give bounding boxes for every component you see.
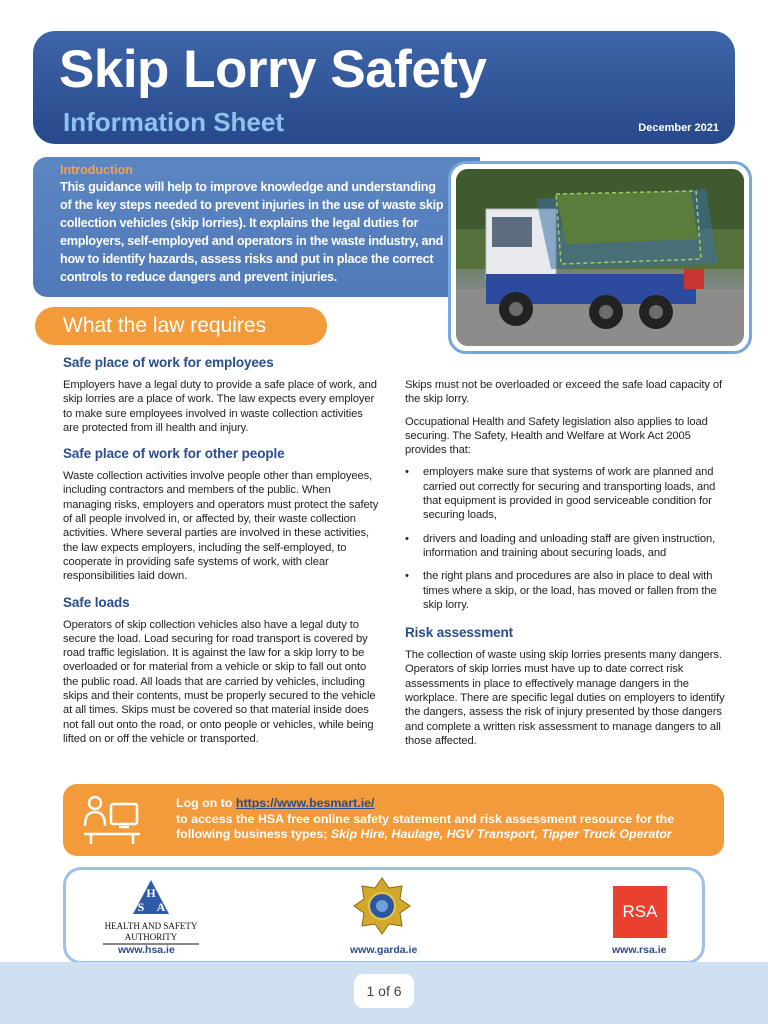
page-title: Skip Lorry Safety — [59, 40, 487, 99]
heading-safe-loads: Safe loads — [63, 594, 130, 610]
hsa-line-1: HEALTH AND SAFETY — [104, 921, 198, 931]
page-indicator: 1 of 6 — [354, 974, 414, 1008]
hsa-url[interactable]: www.hsa.ie — [118, 944, 175, 956]
paragraph-overload: Skips must not be overloaded or exceed the safe load capacity of the skip lorry. — [405, 379, 722, 406]
rsa-url[interactable]: www.rsa.ie — [612, 944, 667, 956]
callout-line-3-prefix: following business types; — [176, 827, 331, 841]
heading-risk-assessment: Risk assessment — [405, 625, 514, 641]
besmart-callout — [63, 784, 724, 856]
heading-other-people: Safe place of work for other people — [63, 446, 285, 462]
garda-url[interactable]: www.garda.ie — [350, 944, 418, 956]
section-banner-title: What the law requires — [63, 314, 267, 337]
hsa-letter-s: S — [137, 900, 145, 914]
rsa-logo-text: RSA — [622, 902, 658, 921]
photo-frame — [448, 161, 752, 354]
callout-prefix: Log on to — [176, 796, 236, 810]
list-item: • the right plans and procedures are also in place to deal with times where a skip, or the load, has moved or fallen from the skip lorry. — [405, 569, 725, 612]
hsa-line-2: AUTHORITY — [124, 932, 178, 942]
section-banner — [35, 307, 327, 345]
page-subtitle: Information Sheet — [63, 107, 285, 137]
partner-logos — [63, 867, 705, 964]
skip-lorry-photo — [456, 169, 744, 346]
title-banner — [33, 31, 735, 144]
right-column — [405, 378, 725, 756]
intro-label: Introduction — [60, 163, 133, 177]
publication-date: December 2021 — [638, 122, 719, 134]
paragraph-risk-assessment: The collection of waste using skip lorries presents many dangers. Operators of skip lorries must have up to date correct risk assessments in place to effectively manage dangers in the workplace. There are specific legal duties on employers to identify the dangers, assess the risk of injury presented by those dangers and complete a written risk assessment to manage dangers to all those affected. — [405, 649, 725, 747]
business-types: Skip Hire, Haulage, HGV Transport, Tipper Truck Operator — [330, 827, 672, 841]
paragraph-safe-loads: Operators of skip collection vehicles also have a legal duty to secure the load. Load securing for road transport is covered by road traffic legislation. It is against the law for a skip lorry to be overloaded or for material from a vehicle or skip to fall out onto the public road. All loads that are carried by vehicles, including skips and their contents, must be properly secured to the vehicle at all times. Skips must be covered so that material inside does not fall out onto the road, or onto people or vehicles, while being lifted on or off the vehicle or transported. — [63, 618, 376, 745]
rsa-logo — [613, 886, 667, 938]
besmart-link[interactable]: https://www.besmart.ie/ — [235, 796, 375, 810]
hsa-letter-a: A — [156, 900, 166, 914]
hsa-letter-h: H — [146, 886, 156, 900]
left-column — [63, 354, 381, 754]
callout-line-2: to access the HSA free online safety statement and risk assessment resource for the — [176, 811, 675, 826]
hsa-logo — [99, 878, 203, 946]
paragraph-other-people: Waste collection activities involve people other than employees, including contractors and members of the public. When managing risks, employers and operators must protect the safety of all people involved in, or affected by, their waste collection activities. Where several parties are involved in these activities, the law expects employers, including the self-employed, to cooperate in providing safe systems of work, with clear responsibilities laid down. — [63, 470, 379, 583]
paragraph-legislation: Occupational Health and Safety legislation also applies to load securing. The Safety, Health and Welfare at Work Act 2005 provides that: — [405, 415, 708, 457]
list-item: • employers make sure that systems of work are planned and carried out correctly for securing and transporting loads, and that equipment is provided in good serviceable condition for securing loads, — [405, 465, 725, 522]
computer-user-icon — [83, 794, 141, 846]
intro-text: This guidance will help to improve knowledge and understanding of the key steps needed to prevent injuries in the use of waste skip collection vehicles (skip lorries). It explains the legal duties for employers, self-employed and operators in the waste industry, and how to identify hazards, assess risks and put in place the correct controls to reduce dangers and prevent injuries. — [60, 180, 444, 284]
garda-badge-logo — [352, 876, 412, 936]
callout-text — [176, 796, 674, 843]
intro-panel — [33, 157, 463, 297]
heading-employees: Safe place of work for employees — [63, 355, 274, 370]
skip-lorry-illustration — [456, 169, 744, 346]
paragraph-employees: Employers have a legal duty to provide a safe place of work, and skip lorries are a place of work. The law expects every employer to make sure employees involved in waste collection activities are protected from ill health and injury. — [63, 379, 377, 434]
list-item: • drivers and loading and unloading staff are given instruction, information and training about securing loads, and — [405, 532, 725, 561]
